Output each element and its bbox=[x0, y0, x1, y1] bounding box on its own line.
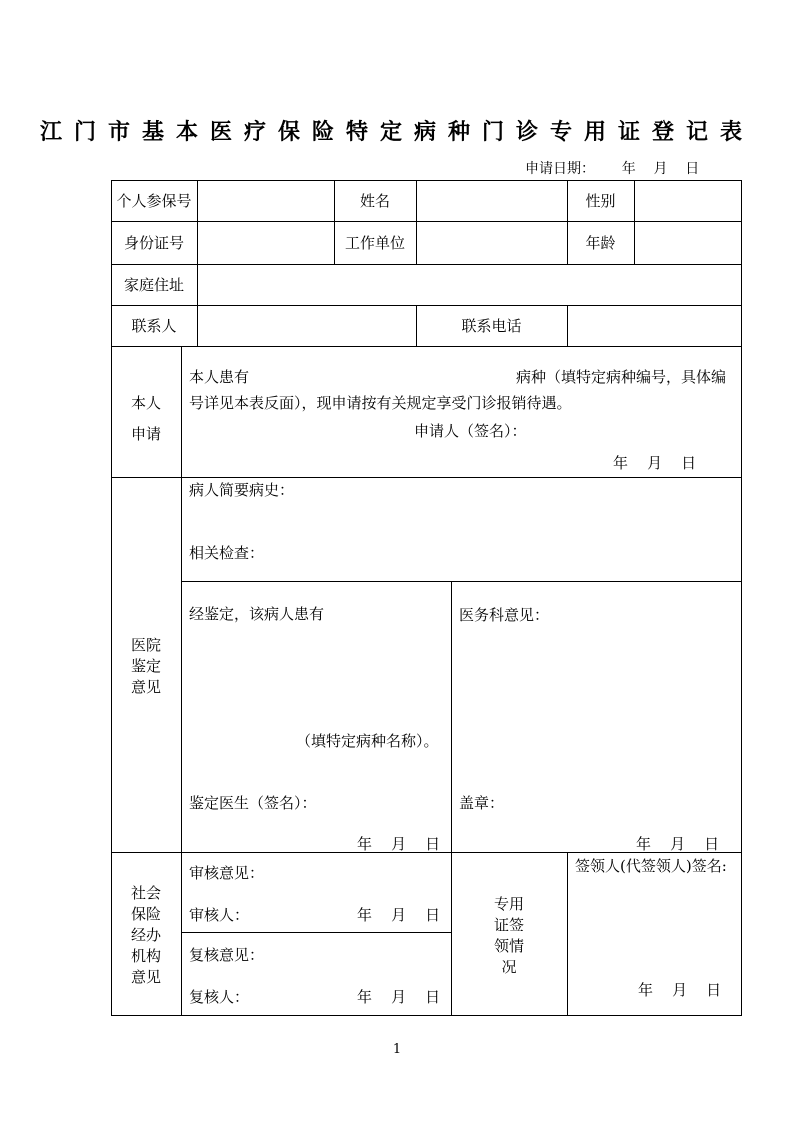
applicant-section-label-1: 本人 bbox=[130, 394, 161, 412]
recheck-opinion: 复核意见： bbox=[189, 946, 265, 964]
cert-section-label-3: 领情 bbox=[493, 937, 524, 955]
receiver-sign: 签领人(代签领人)签名: bbox=[575, 857, 727, 875]
social-section-label-3: 经办 bbox=[130, 926, 161, 944]
recheck-date: 年 月 日 bbox=[357, 988, 441, 1006]
social-section-label-4: 机构 bbox=[130, 947, 161, 965]
applicant-date: 年 月 日 bbox=[613, 454, 697, 472]
applicant-sign: 申请人（签名）： bbox=[414, 422, 527, 440]
cert-section-label-4: 况 bbox=[501, 958, 517, 976]
hospital-section-label-2: 鉴定 bbox=[130, 657, 161, 675]
fill-note: （填特定病种名称）。 bbox=[296, 732, 439, 750]
social-section-label-1: 社会 bbox=[130, 884, 161, 902]
cert-section-label-1: 专用 bbox=[493, 895, 524, 913]
hospital-section-label-3: 意见 bbox=[130, 678, 161, 696]
history-label: 病人简要病史： bbox=[189, 481, 295, 499]
applicant-line1-a: 本人患有 bbox=[189, 368, 250, 386]
applicant-line2: 号详见本表反面），现申请按有关规定享受门诊报销待遇。 bbox=[189, 394, 572, 412]
label-work-unit: 工作单位 bbox=[344, 234, 405, 252]
applicant-section-label-2: 申请 bbox=[130, 425, 161, 443]
medical-dept-label: 医务科意见： bbox=[459, 606, 550, 624]
label-contact: 联系人 bbox=[131, 317, 177, 335]
label-personal-no: 个人参保号 bbox=[116, 192, 192, 210]
stamp-label: 盖章： bbox=[459, 794, 505, 812]
label-gender: 性别 bbox=[585, 192, 616, 210]
review-date: 年 月 日 bbox=[357, 906, 441, 924]
reviewer: 审核人： bbox=[189, 906, 250, 924]
doctor-sign: 鉴定医生（签名）： bbox=[189, 794, 317, 812]
diagnosis-label: 经鉴定，该病人患有 bbox=[189, 605, 325, 623]
exam-label: 相关检查： bbox=[189, 544, 265, 562]
label-age: 年龄 bbox=[585, 234, 616, 252]
social-section-label-2: 保险 bbox=[130, 905, 161, 923]
label-address: 家庭住址 bbox=[123, 276, 184, 294]
receiver-date: 年 月 日 bbox=[638, 981, 722, 999]
cert-section-label-2: 证签 bbox=[493, 916, 524, 934]
dept-date: 年 月 日 bbox=[636, 835, 720, 853]
hospital-section-label-1: 医院 bbox=[130, 636, 161, 654]
apply-date: 申请日期： 年 月 日 bbox=[525, 161, 700, 177]
label-id-no: 身份证号 bbox=[123, 234, 184, 252]
doctor-date: 年 月 日 bbox=[357, 835, 441, 853]
label-contact-phone: 联系电话 bbox=[461, 317, 522, 335]
review-opinion: 审核意见： bbox=[189, 864, 265, 882]
label-name: 姓名 bbox=[359, 192, 390, 210]
form-title: 江门市基本医疗保险特定病种门诊专用证登记表 bbox=[39, 119, 754, 145]
rechecker: 复核人： bbox=[189, 988, 250, 1006]
page-number: 1 bbox=[392, 1042, 402, 1057]
social-section-label-5: 意见 bbox=[130, 968, 161, 986]
applicant-line1-b: 病种（填特定病种编号，具体编 bbox=[516, 368, 727, 386]
